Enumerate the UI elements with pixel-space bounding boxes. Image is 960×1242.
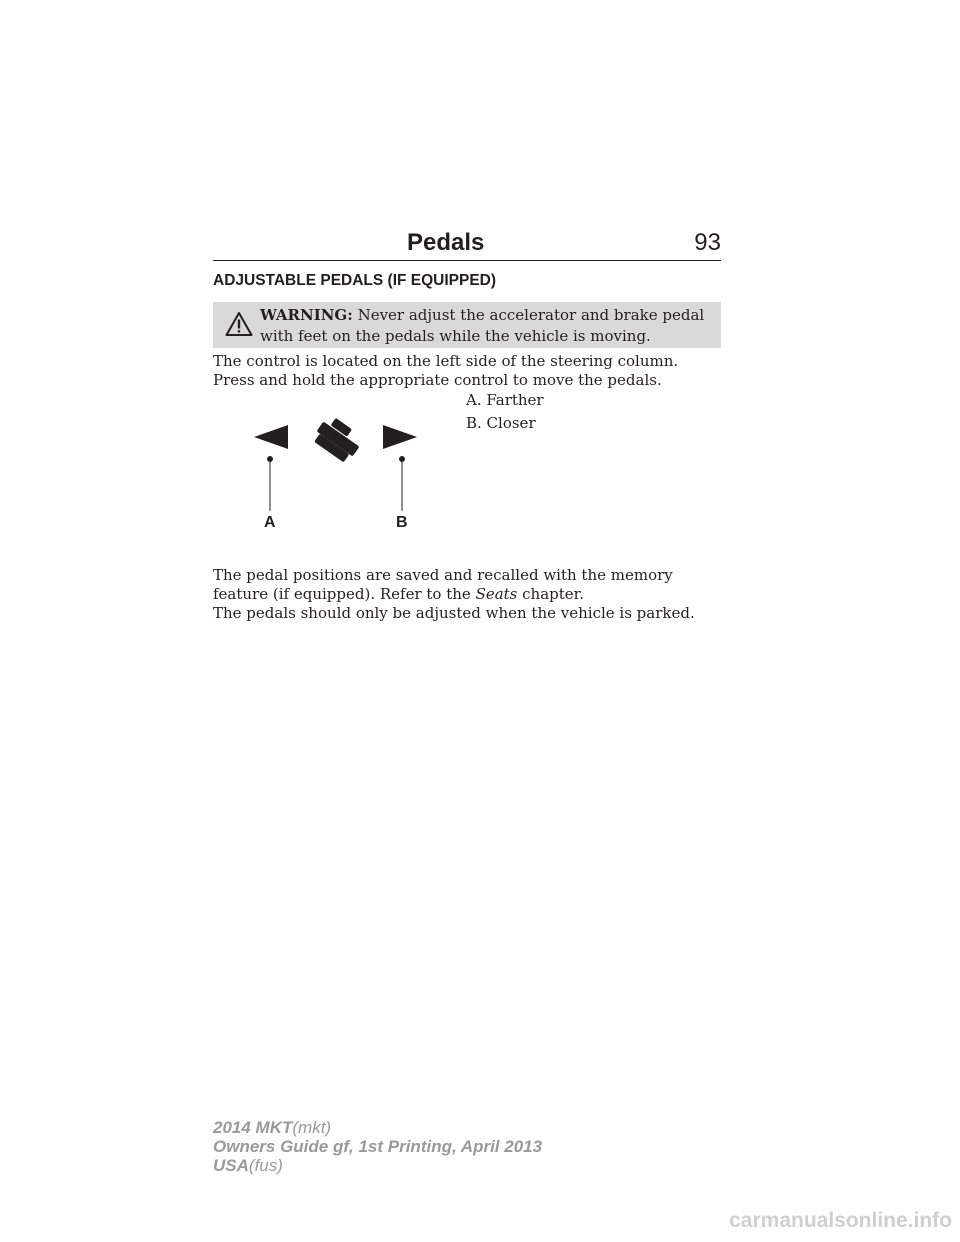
warning-label: WARNING: bbox=[260, 306, 353, 324]
page-title: Pedals bbox=[407, 229, 485, 256]
footer-line-3 bbox=[213, 1156, 542, 1175]
footer-model: 2014 MKT bbox=[213, 1118, 293, 1137]
section-heading: ADJUSTABLE PEDALS (IF EQUIPPED) bbox=[213, 272, 497, 289]
footer-market: USA bbox=[213, 1156, 249, 1175]
page-number: 93 bbox=[694, 229, 721, 256]
left-arrow-icon bbox=[254, 425, 288, 449]
right-arrow-icon bbox=[383, 425, 417, 449]
callout-label-a: A bbox=[264, 514, 276, 531]
legend-item-b: B. Closer bbox=[466, 414, 536, 432]
warning-triangle-icon bbox=[225, 311, 253, 337]
parked-note-paragraph: The pedals should only be adjusted when the vehicle is parked. bbox=[213, 604, 695, 622]
memory-text-start: The pedal positions are saved and recalled with the memory feature (if equipped). Refer to the bbox=[213, 566, 673, 603]
footer-line-1 bbox=[213, 1118, 542, 1137]
seats-chapter-reference: Seats bbox=[475, 585, 518, 603]
page-header bbox=[213, 226, 721, 261]
footer-market-code: (fus) bbox=[248, 1156, 283, 1175]
legend-item-a: A. Farther bbox=[466, 391, 544, 409]
footer-model-code: (mkt) bbox=[292, 1118, 332, 1137]
callout-label-b: B bbox=[396, 514, 408, 531]
memory-feature-paragraph bbox=[213, 566, 721, 604]
warning-text bbox=[260, 305, 710, 346]
warning-box bbox=[213, 302, 721, 348]
watermark: carmanualsonline.info bbox=[729, 1209, 952, 1232]
footer-line-2: Owners Guide gf, 1st Printing, April 2013 bbox=[213, 1137, 543, 1156]
warning-message: Never adjust the accelerator and brake pedal with feet on the pedals while the vehicle is moving. bbox=[260, 306, 705, 345]
memory-text-end: chapter. bbox=[517, 585, 584, 603]
page-footer bbox=[213, 1118, 542, 1175]
control-location-paragraph: The control is located on the left side of the steering column. Press and hold the appropriate control to move the pedals. bbox=[213, 352, 679, 389]
pedal-icon bbox=[311, 415, 365, 465]
